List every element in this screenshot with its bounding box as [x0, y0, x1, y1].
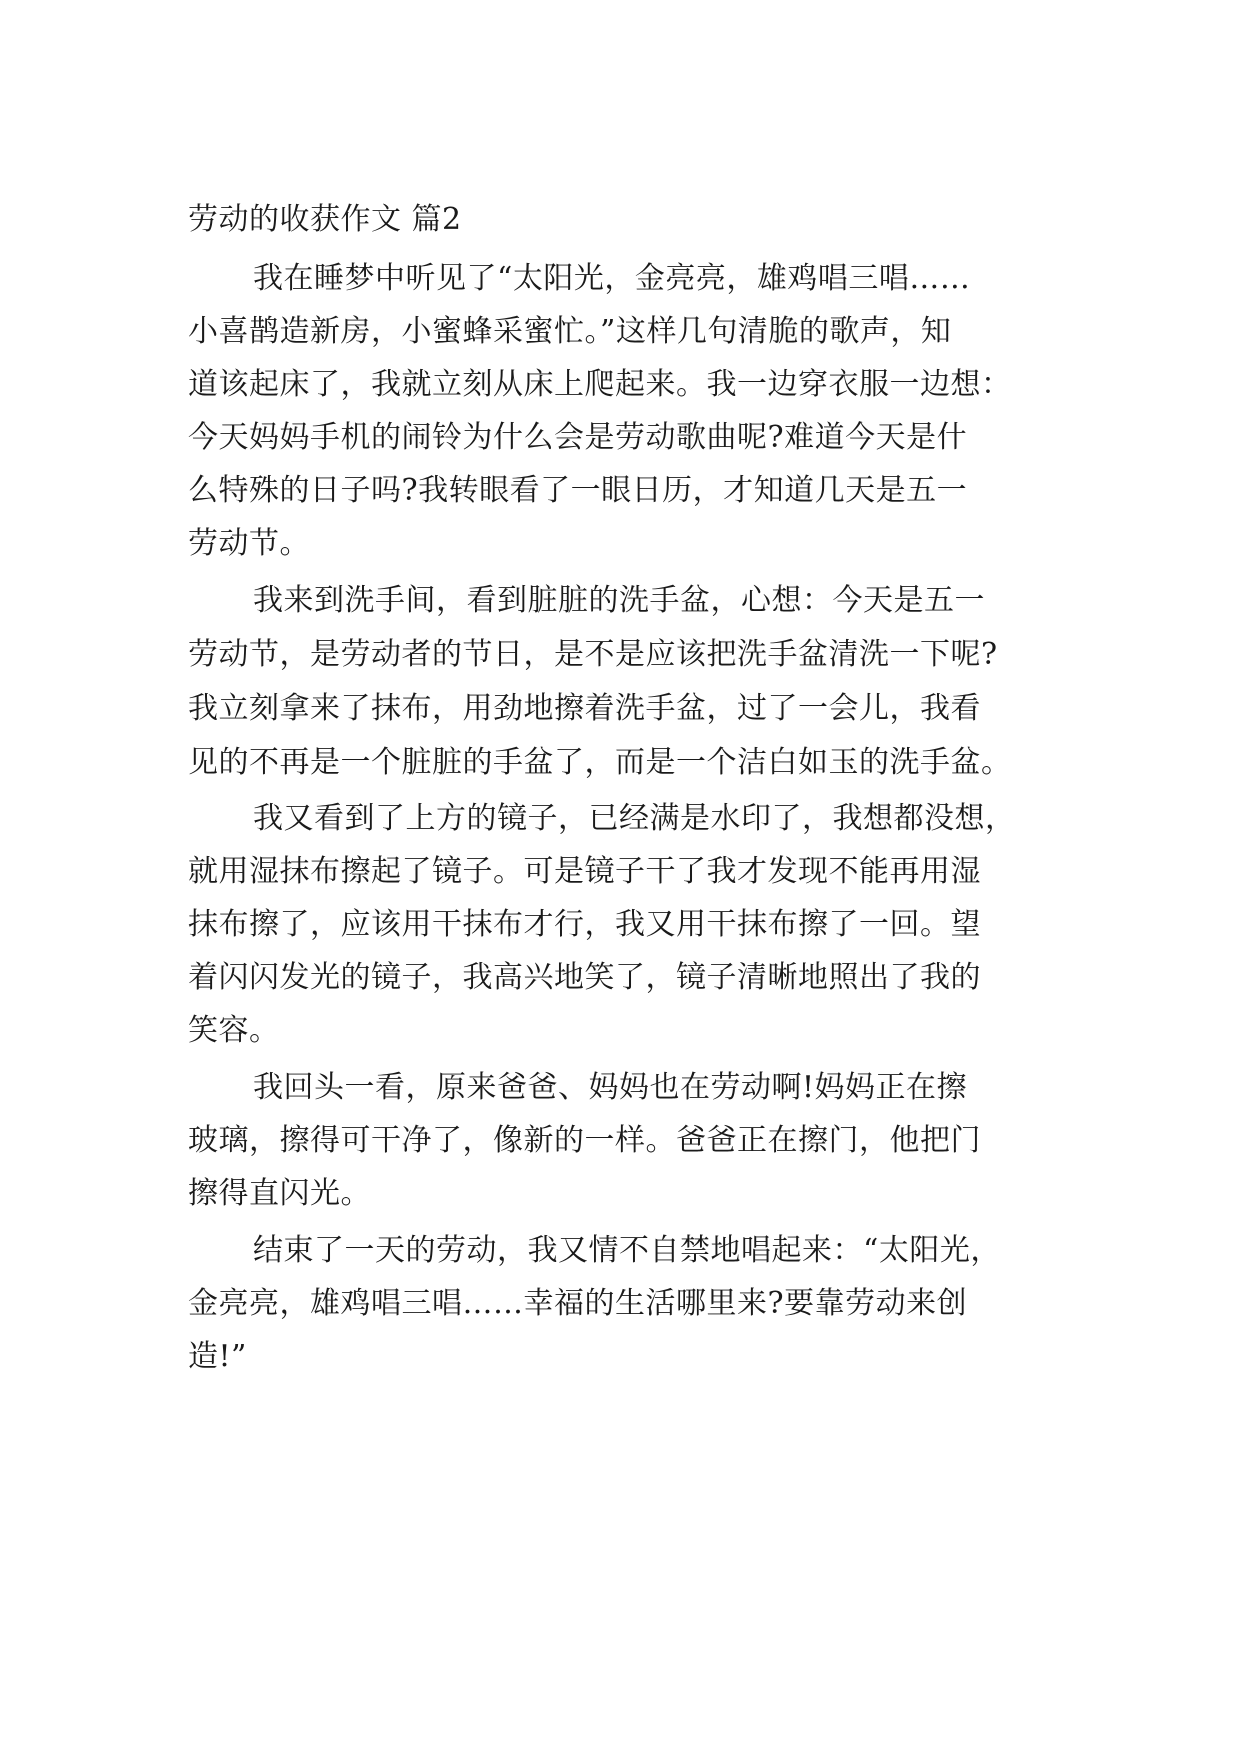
paragraph-1-line-2: 小喜鹊造新房，小蜜蜂采蜜忙。”这样几句清脆的歌声，知 [188, 314, 952, 349]
paragraph-2-line-4: 见的不再是一个脏脏的手盆了，而是一个洁白如玉的洗手盆。 [188, 745, 1012, 780]
paragraph-3-line-3: 抹布擦了，应该用干抹布才行，我又用干抹布擦了一回。望 [188, 907, 981, 942]
paragraph-2-line-3: 我立刻拿来了抹布，用劲地擦着洗手盆，过了一会儿，我看 [188, 691, 981, 726]
paragraph-1-line-6: 劳动节。 [188, 526, 310, 561]
document-title: 劳动的收获作文 篇2 [188, 202, 462, 237]
paragraph-3-line-5: 笑容。 [188, 1013, 280, 1048]
paragraph-5-line-2: 金亮亮，雄鸡唱三唱……幸福的生活哪里来?要靠劳动来创 [188, 1286, 968, 1321]
paragraph-1-line-5: 么特殊的日子吗?我转眼看了一眼日历，才知道几天是五一 [188, 473, 968, 508]
paragraph-4-line-1: 我回头一看，原来爸爸、妈妈也在劳动啊!妈妈正在擦 [253, 1070, 968, 1105]
paragraph-3-line-4: 着闪闪发光的镜子，我高兴地笑了，镜子清晰地照出了我的 [188, 960, 981, 995]
paragraph-4-line-2: 玻璃，擦得可干净了，像新的一样。爸爸正在擦门，他把门 [188, 1123, 981, 1158]
paragraph-1-line-3: 道该起床了，我就立刻从床上爬起来。我一边穿衣服一边想： [188, 367, 1012, 402]
paragraph-5-line-3: 造!” [188, 1339, 247, 1374]
paragraph-2-line-1: 我来到洗手间，看到脏脏的洗手盆，心想：今天是五一 [253, 583, 985, 618]
paragraph-4-line-3: 擦得直闪光。 [188, 1176, 371, 1211]
paragraph-1-line-4: 今天妈妈手机的闹铃为什么会是劳动歌曲呢?难道今天是什 [188, 420, 968, 455]
paragraph-3-line-2: 就用湿抹布擦起了镜子。可是镜子干了我才发现不能再用湿 [188, 854, 981, 889]
paragraph-1-line-1: 我在睡梦中听见了“太阳光，金亮亮，雄鸡唱三唱…… [253, 261, 971, 296]
paragraph-2-line-2: 劳动节，是劳动者的节日，是不是应该把洗手盆清洗一下呢? [188, 637, 998, 672]
paragraph-3-line-1: 我又看到了上方的镜子，已经满是水印了，我想都没想， [253, 801, 1016, 836]
paragraph-5-line-1: 结束了一天的劳动，我又情不自禁地唱起来：“太阳光， [253, 1233, 1001, 1268]
